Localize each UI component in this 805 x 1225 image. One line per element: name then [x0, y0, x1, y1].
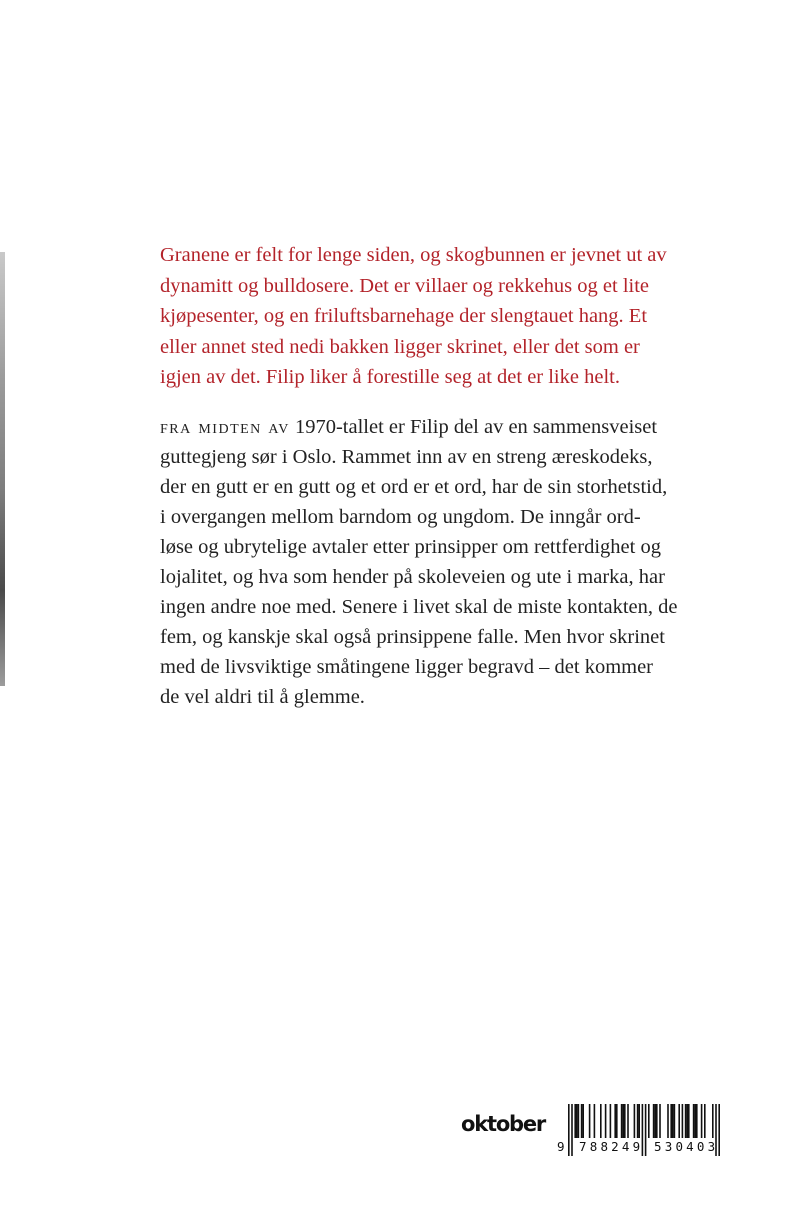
barcode-bar: [574, 1104, 576, 1138]
barcode-bar: [594, 1104, 596, 1138]
blurb-line: Granene er felt for lenge siden, og skogbunnen er jevnet ut av: [160, 244, 667, 266]
isbn-right-group: 530403: [654, 1139, 719, 1154]
barcode-bar: [616, 1104, 618, 1138]
barcode-bar: [582, 1104, 584, 1138]
barcode-bar: [624, 1104, 626, 1138]
barcode-bar: [614, 1104, 616, 1138]
barcode-bar: [672, 1104, 674, 1138]
barcode-bar: [656, 1104, 658, 1138]
description-line: i overgangen mellom barndom og ungdom. De inngår ord-: [160, 506, 641, 528]
barcode-bar: [693, 1104, 695, 1138]
barcode-bar: [659, 1104, 661, 1138]
blurb-paragraph: [160, 240, 730, 393]
isbn-lead-digit: 9: [557, 1139, 565, 1154]
description-line: ingen andre noe med. Senere i livet skal de miste kontakten, de: [160, 596, 678, 618]
barcode-bar: [686, 1104, 688, 1138]
barcode-bar: [627, 1104, 629, 1138]
barcode-bar: [685, 1104, 687, 1138]
barcode-bar: [571, 1104, 573, 1156]
barcode-bar: [701, 1104, 703, 1138]
barcode-bar: [694, 1104, 696, 1138]
description-line: guttegjeng sør i Oslo. Rammet inn av en streng æreskodeks,: [160, 446, 653, 468]
barcode-bar: [589, 1104, 591, 1138]
blurb-line: eller annet sted nedi bakken ligger skrinet, eller det som er: [160, 335, 640, 358]
description-line: med de livsviktige småtingene ligger begravd – det kommer: [160, 656, 654, 678]
barcode-bar: [638, 1104, 640, 1138]
description-line: lojalitet, og hva som hender på skoleveien og ute i marka, har: [160, 566, 665, 588]
description-paragraph: [160, 412, 730, 712]
description-line: der en gutt er en gutt og et ord er et ord, har de sin storhetstid,: [160, 476, 668, 498]
barcode-bar: [645, 1104, 647, 1156]
barcode-bar: [622, 1104, 624, 1138]
barcode-bar: [568, 1104, 570, 1156]
first-line-rest: 1970-tallet er Filip del av en sammensveiset: [289, 416, 658, 438]
barcode-bar: [696, 1104, 698, 1138]
barcode-bar: [605, 1104, 607, 1138]
isbn-left-group: 788249: [579, 1139, 644, 1154]
barcode-bar: [704, 1104, 706, 1138]
barcode-bar: [653, 1104, 655, 1138]
barcode-bar: [678, 1104, 680, 1138]
publisher-logo: oktober: [461, 1112, 546, 1136]
barcode-bar: [581, 1104, 583, 1138]
barcode-bar: [648, 1104, 650, 1138]
barcode-bar: [674, 1104, 676, 1138]
barcode-bar: [667, 1104, 669, 1138]
barcode-bar: [576, 1104, 578, 1138]
barcode-bar: [654, 1104, 656, 1138]
barcode-bar: [670, 1104, 672, 1138]
description-line: de vel aldri til å glemme.: [160, 686, 365, 708]
barcode-bar: [578, 1104, 580, 1138]
barcode-bar: [718, 1104, 720, 1156]
description-line: løse og ubrytelige avtaler etter prinsipper om rettferdighet og: [160, 536, 661, 558]
barcode-bar: [682, 1104, 684, 1138]
blurb-line: kjøpesenter, og en friluftsbarnehage der slengtauet hang. Et: [160, 305, 648, 327]
lead-in-smallcaps: fra midten av: [160, 416, 290, 438]
description-first-line: [160, 412, 730, 442]
blurb-line: dynamitt og bulldosere. Det er villaer og rekkehus og et lite: [160, 274, 650, 297]
barcode-bar: [688, 1104, 690, 1138]
description-line: fem, og kanskje skal også prinsippene falle. Men hvor skrinet: [160, 626, 665, 648]
spine-shadow: [0, 252, 5, 686]
barcode-bar: [621, 1104, 623, 1138]
barcode-bar: [712, 1104, 714, 1138]
barcode-bar: [634, 1104, 636, 1138]
barcode-bar: [600, 1104, 602, 1138]
barcode-bar: [637, 1104, 639, 1138]
blurb-line: igjen av det. Filip liker å forestille seg at det er like helt.: [160, 366, 620, 388]
barcode-bar: [610, 1104, 612, 1138]
